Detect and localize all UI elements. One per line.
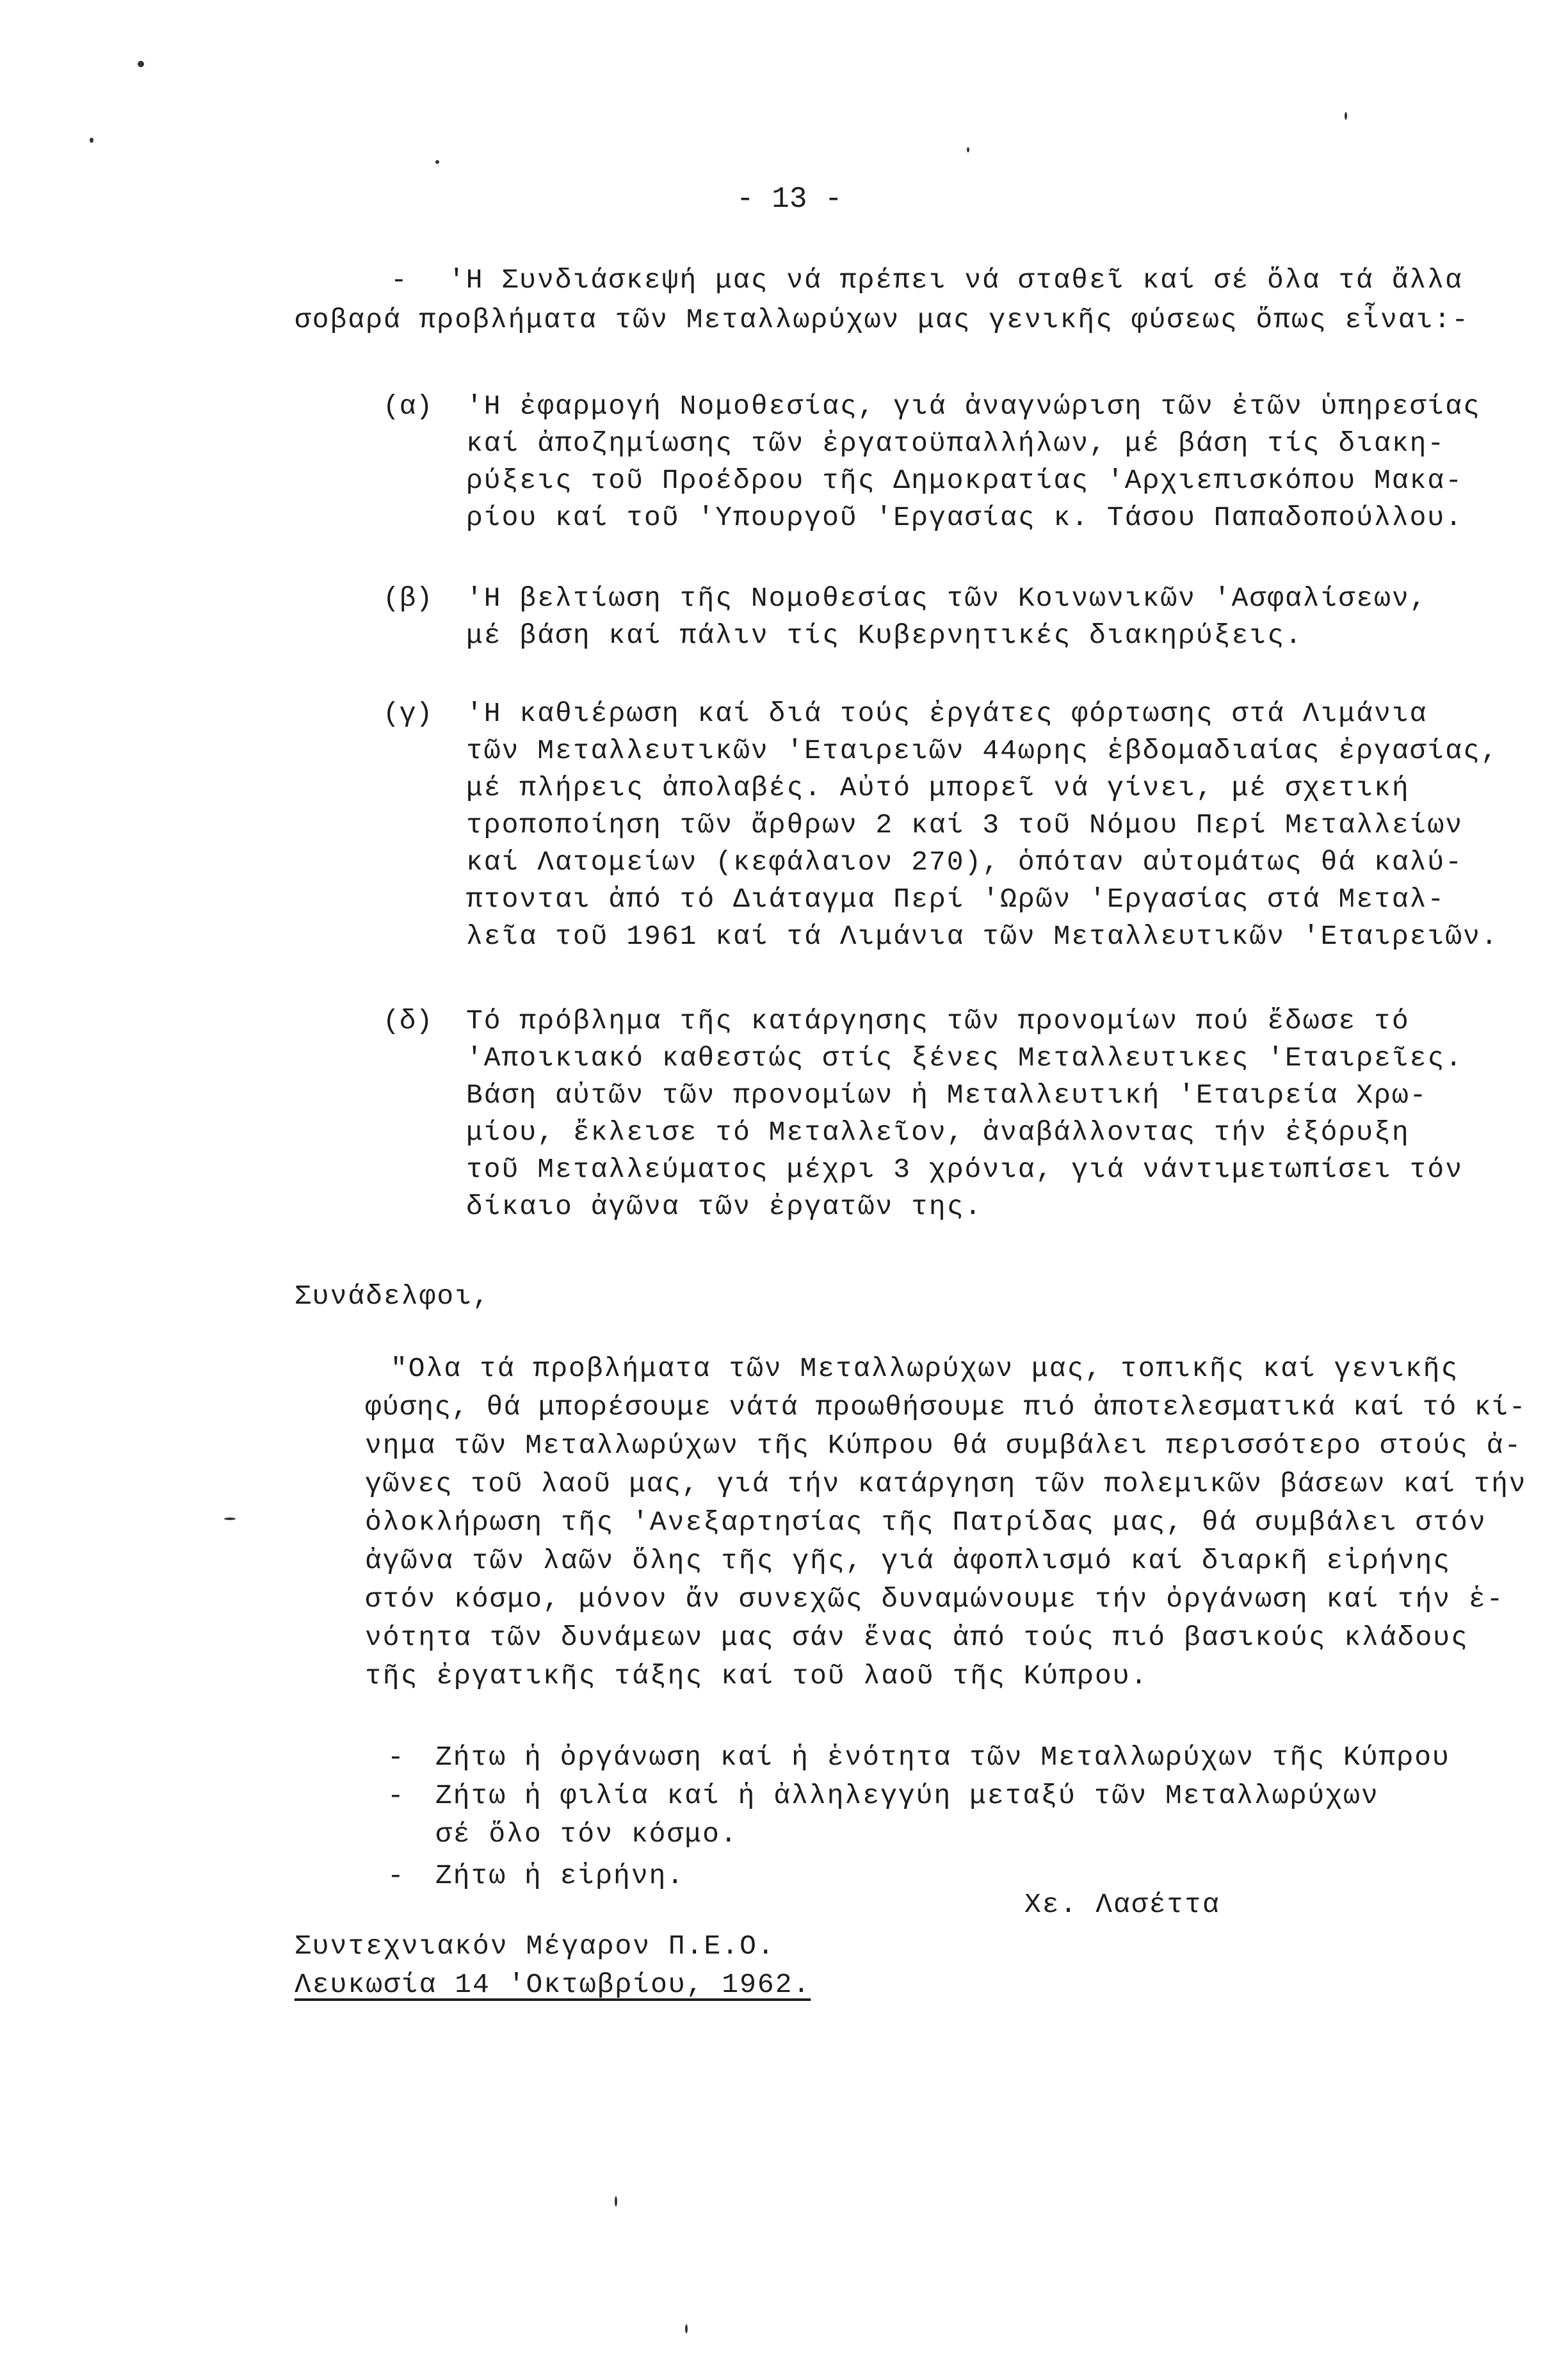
slogan-dash: - bbox=[387, 1742, 404, 1773]
item-line: ρύξεις τοῦ Προέδρου τῆς Δημοκρατίας 'Αρχιεπισκόπου Μακα- bbox=[466, 465, 1464, 496]
item-line: ρίου καί τοῦ 'Υπουργοῦ 'Εργασίας κ. Τάσου Παπαδοπούλλου. bbox=[466, 502, 1464, 533]
signature: Χε. Λασέττα bbox=[1024, 1889, 1220, 1920]
item-label: (β) bbox=[383, 583, 433, 614]
scan-speck bbox=[1345, 112, 1347, 120]
page-number: - 13 - bbox=[736, 182, 843, 216]
closing-line: γῶνες τοῦ λαοῦ μας, γιά τήν κατάργηση τῶν πολεμικῶν βάσεων καί τήν bbox=[365, 1468, 1527, 1500]
scan-speck bbox=[138, 61, 144, 67]
slogan-dash: - bbox=[387, 1860, 404, 1891]
scan-speck bbox=[224, 1518, 236, 1520]
scan-speck bbox=[615, 2196, 617, 2206]
closing-line: τῆς ἐργατικῆς τάξης καί τοῦ λαοῦ τῆς Κύπρου. bbox=[365, 1660, 1149, 1692]
item-label: (α) bbox=[383, 391, 433, 422]
closing-line: ὁλοκλήρωση τῆς 'Ανεξαρτησίας τῆς Πατρίδας μας, θά συμβάλει στόν bbox=[365, 1507, 1487, 1538]
item-label: (δ) bbox=[383, 1005, 433, 1037]
item-line: 'Η καθιέρωση καί διά τούς ἐργάτες φόρτωσης στά Λιμάνια bbox=[466, 698, 1428, 729]
slogan-dash: - bbox=[387, 1780, 404, 1811]
scan-speck bbox=[90, 138, 93, 143]
item-line: λεῖα τοῦ 1961 καί τά Λιμάνια τῶν Μεταλλευτικῶν 'Εταιρειῶν. bbox=[466, 921, 1499, 952]
item-line: τῶν Μεταλλευτικῶν 'Εταιρειῶν 44ωρης ἑβδομαδιαίας ἐργασίας, bbox=[466, 735, 1499, 766]
item-line: καί ἀποζημίωσης τῶν ἐργατοϋπαλλήλων, μέ βάση τίς διακη- bbox=[466, 428, 1446, 459]
scan-speck bbox=[435, 160, 439, 164]
slogan-line: Ζήτω ἡ φιλία καί ἡ ἀλληλεγγύη μεταξύ τῶν Μεταλλωρύχων bbox=[435, 1780, 1379, 1811]
closing-line: νημα τῶν Μεταλλωρύχων τῆς Κύπρου θά συμβάλει περισσότερο στούς ἀ- bbox=[365, 1430, 1523, 1461]
slogan-line: σέ ὅλο τόν κόσμο. bbox=[435, 1818, 738, 1850]
slogan-line: Ζήτω ἡ εἰρήνη. bbox=[435, 1860, 685, 1891]
item-line: τροποποίηση τῶν ἄρθρων 2 καί 3 τοῦ Νόμου Περί Μεταλλείων bbox=[466, 809, 1464, 841]
item-line: πτονται ἀπό τό Διάταγμα Περί 'Ωρῶν 'Εργασίας στά Μεταλ- bbox=[466, 884, 1446, 915]
salutation: Συνάδελφοι, bbox=[295, 1281, 490, 1312]
item-line: 'Αποικιακό καθεστώς στίς ξένες Μεταλλευτικες 'Εταιρεῖες. bbox=[466, 1042, 1464, 1074]
date: Λευκωσία 14 'Οκτωβρίου, 1962. bbox=[295, 1969, 811, 2000]
intro-line: 'Η Συνδιάσκεψή μας νά πρέπει νά σταθεῖ καί σέ ὅλα τά ἄλλα bbox=[448, 264, 1463, 296]
item-line: Τό πρόβλημα τῆς κατάργησης τῶν προνομίων πού ἔδωσε τό bbox=[466, 1005, 1410, 1037]
item-line: δίκαιο ἀγῶνα τῶν ἐργατῶν της. bbox=[466, 1191, 983, 1222]
intro-line: σοβαρά προβλήματα τῶν Μεταλλωρύχων μας γενικῆς φύσεως ὅπως εἶναι:- bbox=[295, 304, 1470, 336]
closing-line: νότητα τῶν δυνάμεων μας σάν ἕνας ἀπό τούς πιό βασικούς κλάδους bbox=[365, 1622, 1469, 1653]
item-line: 'Η ἐφαρμογή Νομοθεσίας, γιά ἀναγνώριση τῶν ἐτῶν ὑπηρεσίας bbox=[466, 391, 1481, 422]
closing-line: στόν κόσμο, μόνον ἄν συνεχῶς δυναμώνουμε τήν ὀργάνωση καί τήν ἑ- bbox=[365, 1583, 1505, 1615]
item-label: (γ) bbox=[383, 698, 433, 729]
closing-line: "Ολα τά προβλήματα τῶν Μεταλλωρύχων μας, τοπικῆς καί γενικῆς bbox=[391, 1353, 1459, 1384]
scan-speck bbox=[967, 147, 969, 152]
closing-line: ἀγῶνα τῶν λαῶν ὅλης τῆς γῆς, γιά ἀφοπλισμό καί διαρκῆ εἰρήνης bbox=[365, 1545, 1451, 1576]
item-line: Βάση αὐτῶν τῶν προνομίων ἡ Μεταλλευτική 'Εταιρεία Χρω- bbox=[466, 1080, 1428, 1111]
item-line: μέ βάση καί πάλιν τίς Κυβερνητικές διακηρύξεις. bbox=[466, 620, 1303, 651]
slogan-line: Ζήτω ἡ ὀργάνωση καί ἡ ἑνότητα τῶν Μεταλλωρύχων τῆς Κύπρου bbox=[435, 1742, 1450, 1773]
intro-dash: - bbox=[391, 264, 407, 296]
scan-speck bbox=[685, 2324, 688, 2333]
item-line: τοῦ Μεταλλεύματος μέχρι 3 χρόνια, γιά νάντιμετωπίσει τόν bbox=[466, 1154, 1464, 1185]
item-line: καί Λατομείων (κεφάλαιον 270), ὁπόταν αὐτομάτως θά καλύ- bbox=[466, 846, 1464, 878]
item-line: μίου, ἔκλεισε τό Μεταλλεῖον, ἀναβάλλοντας τήν ἐξόρυξη bbox=[466, 1117, 1410, 1148]
item-line: 'Η βελτίωση τῆς Νομοθεσίας τῶν Κοινωνικῶν 'Ασφαλίσεων, bbox=[466, 583, 1428, 614]
place: Συντεχνιακόν Μέγαρον Π.Ε.Ο. bbox=[295, 1931, 775, 1962]
closing-line: φύσης, θά μπορέσουμε νάτά προωθήσουμε πιό ἀποτελεσματικά καί τό κί- bbox=[365, 1391, 1526, 1423]
item-line: μέ πλήρεις ἀπολαβές. Αὐτό μπορεῖ νά γίνει, μέ σχετική bbox=[466, 772, 1410, 804]
